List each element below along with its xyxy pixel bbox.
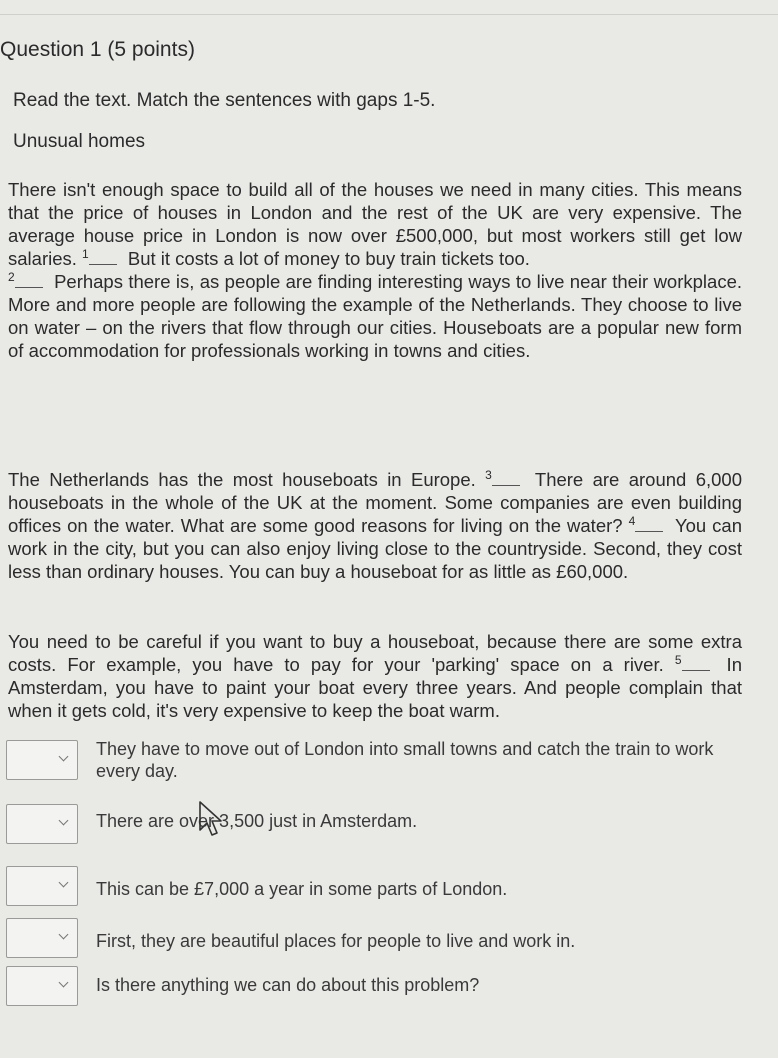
option-row xyxy=(6,802,746,848)
option-text: This can be £7,000 a year in some parts of London. xyxy=(96,879,508,899)
top-divider xyxy=(0,14,778,15)
gap-number: 3 xyxy=(485,468,492,482)
chevron-down-icon xyxy=(59,816,69,826)
gap-blank xyxy=(682,658,710,671)
gap-select-dropdown[interactable] xyxy=(6,866,78,906)
gap-blank xyxy=(15,275,43,288)
option-row xyxy=(6,738,746,784)
question-title: Question 1 (5 points) xyxy=(0,38,195,61)
paragraph-2: The Netherlands has the most houseboats in Europe. $^3$ There are around 6,000 houseboats in the whole of the UK at the moment. Some companies are even building offices on the water. What are some good reasons for living on the water? $^4$ You can work in the city, but you can also enjoy living close to the countryside. Second, they cost less than ordinary houses. You can buy a houseboat for as little as £60,000. xyxy=(8,468,742,582)
chevron-down-icon xyxy=(59,978,69,988)
chevron-down-icon xyxy=(59,752,69,762)
mouse-cursor-icon xyxy=(198,800,224,840)
gap-number: 2 xyxy=(8,270,15,284)
gap-number: 5 xyxy=(674,653,682,667)
gap-select-dropdown[interactable] xyxy=(6,804,78,844)
gap-select-dropdown[interactable] xyxy=(6,740,78,780)
article-title: Unusual homes xyxy=(13,131,146,152)
option-row xyxy=(6,864,746,910)
gap-blank xyxy=(89,252,117,265)
gap-select-dropdown[interactable] xyxy=(6,918,78,958)
option-text: First, they are beautiful places for people to live and work in. xyxy=(96,931,576,951)
gap-blank xyxy=(492,473,520,486)
paragraph-3: You need to be careful if you want to buy a houseboat, because there are some extra costs. For example, you have to pay for your 'parking' space on a river. $^5$ In Amsterdam, you have to paint your boat every three years. And people complain that when it gets cold, it's very expensive to keep the boat warm. xyxy=(8,631,742,721)
instruction-text: Read the text. Match the sentences with gaps 1-5. xyxy=(13,90,436,111)
gap-blank xyxy=(635,519,663,532)
chevron-down-icon xyxy=(59,878,69,888)
chevron-down-icon xyxy=(59,930,69,940)
option-text: There are over 3,500 just in Amsterdam. xyxy=(96,811,418,831)
option-row xyxy=(6,964,746,1010)
option-text: They have to move out of London into small towns and catch the train to work every day. xyxy=(96,739,714,781)
gap-number: 1 xyxy=(82,247,89,261)
option-row xyxy=(6,916,746,962)
gap-select-dropdown[interactable] xyxy=(6,966,78,1006)
option-text: Is there anything we can do about this problem? xyxy=(96,975,480,995)
paragraph-1: There isn't enough space to build all of the houses we need in many cities. This means that the price of houses in London and the rest of the UK are very expensive. The average house price in London is now over £500,000, but most workers still get low salaries. $^1$ But it costs a lot of money to buy train tickets too. $^2$ Perhaps there is, as people are finding interesting ways to live near their workplace. More and more people are following the example of the Netherlands. They choose to live on water – on the rivers that flow through our cities. Houseboats are a popular new form of accommodation for professionals working in towns and cities. xyxy=(8,179,742,361)
gap-number: 4 xyxy=(628,514,636,528)
